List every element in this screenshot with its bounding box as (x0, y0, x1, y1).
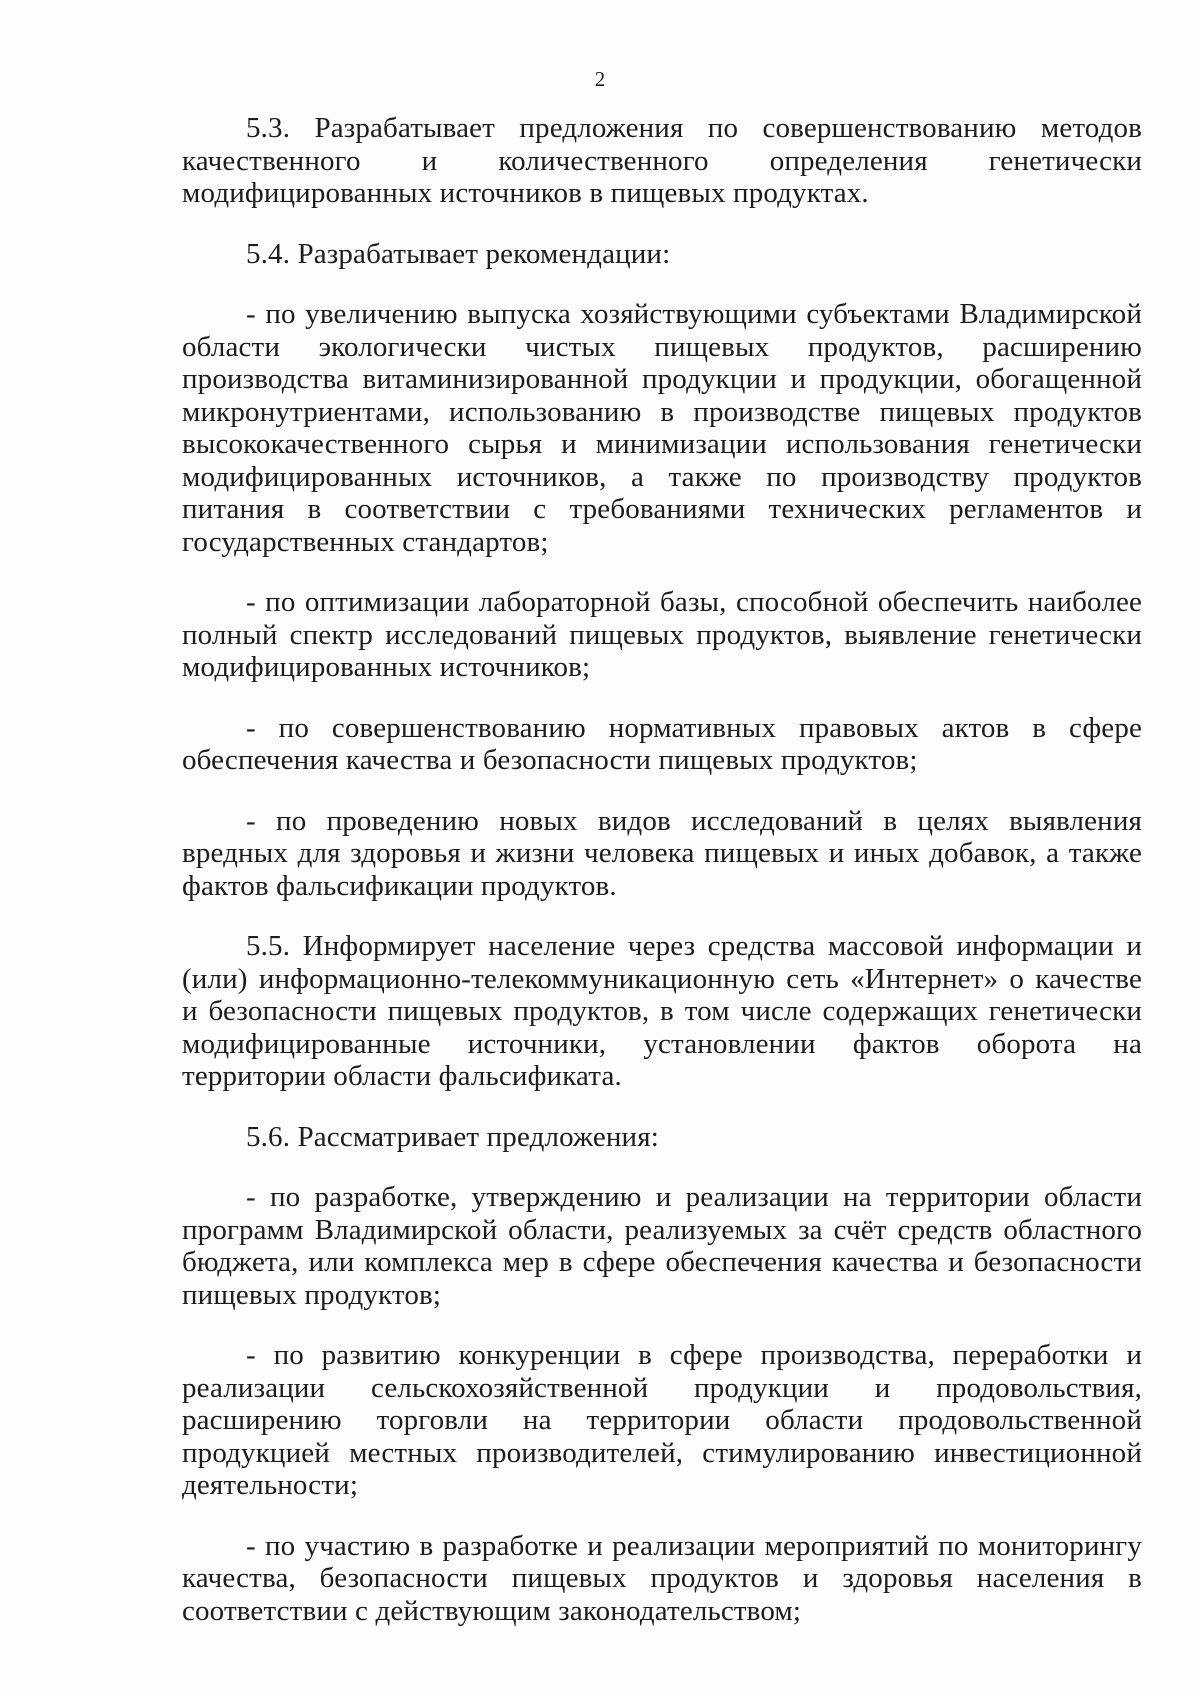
list-item-proposal-monitoring: - по участию в разработке и реализации мероприятий по мониторингу качества, безопасности пищевых продуктов и здоровья населения в соответствии с действующим законодательством; (182, 1529, 1142, 1627)
list-item-proposal-competition: - по развитию конкуренции в сфере производства, переработки и реализации сельскохозяйственной продукции и продовольствия, расширению торговли на территории области продовольственной продукцией местных производителей, стимулированию инвестиционной деятельности; (182, 1339, 1142, 1501)
paragraph-5-5: 5.5. Информирует население через средства массовой информации и (или) информационно-телекоммуникационную сеть «Интернет» о качестве и безопасности пищевых продуктов, в том числе содержащих генетически модифицированные источники, установлении фактов оборота на территории области фальсификата. (182, 930, 1142, 1092)
list-item-recommendation-production: - по увеличению выпуска хозяйствующими субъектами Владимирской области экологически чистых пищевых продуктов, расширению производства витаминизированной продукции и продукции, обогащенной микронутриентами, использованию в производстве пищевых продуктов высококачественного сырья и минимизации использования генетически модифицированных источников, а также по производству продуктов питания в соответствии с требованиями технических регламентов и государственных стандартов; (182, 298, 1142, 558)
document-body (182, 112, 1142, 1655)
paragraph-5-6-heading: 5.6. Рассматривает предложения: (246, 1120, 659, 1153)
page-number: 2 (594, 67, 606, 91)
list-item-proposal-programs: - по разработке, утверждению и реализации на территории области программ Владимирской области, реализуемых за счёт средств областного бюджета, или комплекса мер в сфере обеспечения качества и безопасности пищевых продуктов; (182, 1181, 1142, 1311)
list-item-recommendation-research: - по проведению новых видов исследований в целях выявления вредных для здоровья и жизни человека пищевых и иных добавок, а также фактов фальсификации продуктов. (182, 804, 1142, 902)
paragraph-5-3: 5.3. Разрабатывает предложения по совершенствованию методов качественного и количественного определения генетически модифицированных источников в пищевых продуктах. (182, 112, 1142, 209)
list-item-recommendation-laboratory: - по оптимизации лабораторной базы, способной обеспечить наиболее полный спектр исследований пищевых продуктов, выявление генетически модифицированных источников; (182, 586, 1142, 683)
list-item-recommendation-regulations: - по совершенствованию нормативных правовых актов в сфере обеспечения качества и безопасности пищевых продуктов; (182, 711, 1142, 776)
paragraph-5-4-heading: 5.4. Разрабатывает рекомендации: (246, 237, 671, 270)
